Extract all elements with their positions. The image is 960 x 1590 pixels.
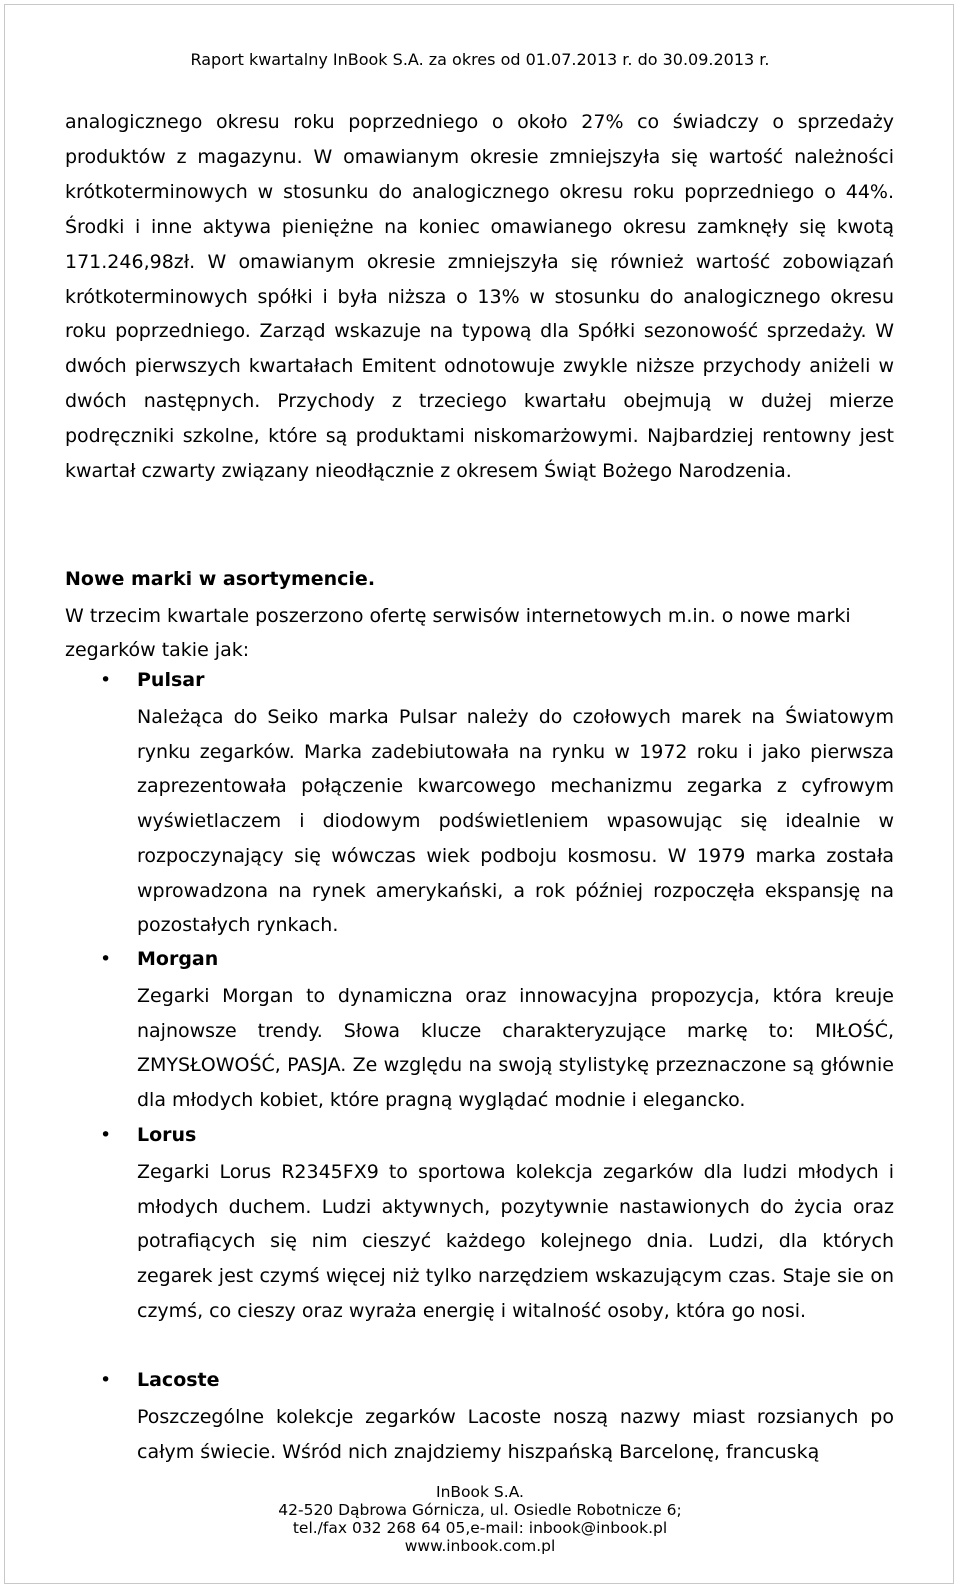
footer-contact: tel./fax 032 268 64 05,e-mail: inbook@inbook.pl (292, 1519, 668, 1537)
brand-description: Zegarki Morgan to dynamiczna oraz innowacyjna propozycja, która kreuje najnowsze trendy. Słowa klucze charakteryzujące markę to: MIŁOŚĆ, ZMYSŁOWOŚĆ, PASJA. Ze względu na swoją stylistykę przeznaczone są głównie dla młodych kobiet, które pragną wyglądać modnie i elegancko. (137, 985, 894, 1112)
bullet-icon: • (100, 948, 112, 970)
footer-website: www.inbook.com.pl (404, 1537, 556, 1555)
intro-paragraph: analogicznego okresu roku poprzedniego o około 27% co świadczy o sprzedaży produktów z magazynu. W omawianym okresie zmniejszyła się wartość należności krótkoterminowych w stosunku do analogicznego okresu roku poprzedniego o 44%. Środki i inne aktywa pieniężne na koniec omawianego okresu zamknęły się kwotą 171.246,98zł. W omawianym okresie zmniejszyła się również wartość zobowiązań krótkoterminowych spółki i była niższa o 13% w stosunku do analogicznego okresu roku poprzedniego. Zarząd wskazuje na typową dla Spółki sezonowość sprzedaży. W dwóch pierwszych kwartałach Emitent odnotowuje zwykle niższe przychody aniżeli w dwóch następnych. Przychody z trzeciego kwartału obejmują w dużej mierze podręczniki szkolne, które są produktami niskomarżowymi. Najbardziej rentowny jest kwartał czwarty związany nieodłącznie z okresem Świąt Bożego Narodzenia. (65, 111, 894, 483)
footer-company: InBook S.A. (436, 1483, 524, 1501)
brand-description: Należąca do Seiko marka Pulsar należy do czołowych marek na Światowym rynku zegarków. Marka zadebiutowała na rynku w 1972 roku i jako pierwsza zaprezentowała połączenie kwarcowego mechanizmu zegarka z cyfrowym wyświetlaczem i diodowym podświetleniem wpasowując się idealnie w rozpoczynający się wówczas wiek podboju kosmosu. W 1979 marka została wprowadzona na rynek amerykański, a rok później rozpoczęła ekspansję na pozostałych rynkach. (137, 706, 894, 937)
footer-address: 42-520 Dąbrowa Górnicza, ul. Osiedle Robotnicze 6; (278, 1501, 682, 1519)
page-header: Raport kwartalny InBook S.A. za okres od 01.07.2013 r. do 30.09.2013 r. (190, 50, 770, 69)
brand-description: Poszczególne kolekcje zegarków Lacoste noszą nazwy miast rozsianych po całym świecie. Wśród nich znajdziemy hiszpańską Barcelonę, francuską (137, 1406, 894, 1463)
brand-name: Lacoste (137, 1369, 220, 1391)
bullet-icon: • (100, 1124, 112, 1146)
brand-description: Zegarki Lorus R2345FX9 to sportowa kolekcja zegarków dla ludzi młodych i młodych duchem. Ludzi aktywnych, pozytywnie nastawionych do życia oraz potrafiących się nim cieszyć każdego kolejnego dnia. Ludzi, dla których zegarek jest czymś więcej niż tylko narzędziem wskazującym czas. Staje sie on czymś, co cieszy oraz wyraża energię i witalność osoby, która go nosi. (137, 1161, 894, 1322)
brand-name: Pulsar (137, 669, 205, 691)
section-lead: W trzecim kwartale poszerzono ofertę serwisów internetowych m.in. o nowe marki zegarków takie jak: (65, 605, 851, 661)
bullet-icon: • (100, 1369, 112, 1391)
section-title: Nowe marki w asortymencie. (65, 568, 376, 590)
page-footer (0, 1483, 960, 1555)
brand-name: Lorus (137, 1124, 197, 1146)
bullet-icon: • (100, 669, 112, 691)
brand-name: Morgan (137, 948, 219, 970)
